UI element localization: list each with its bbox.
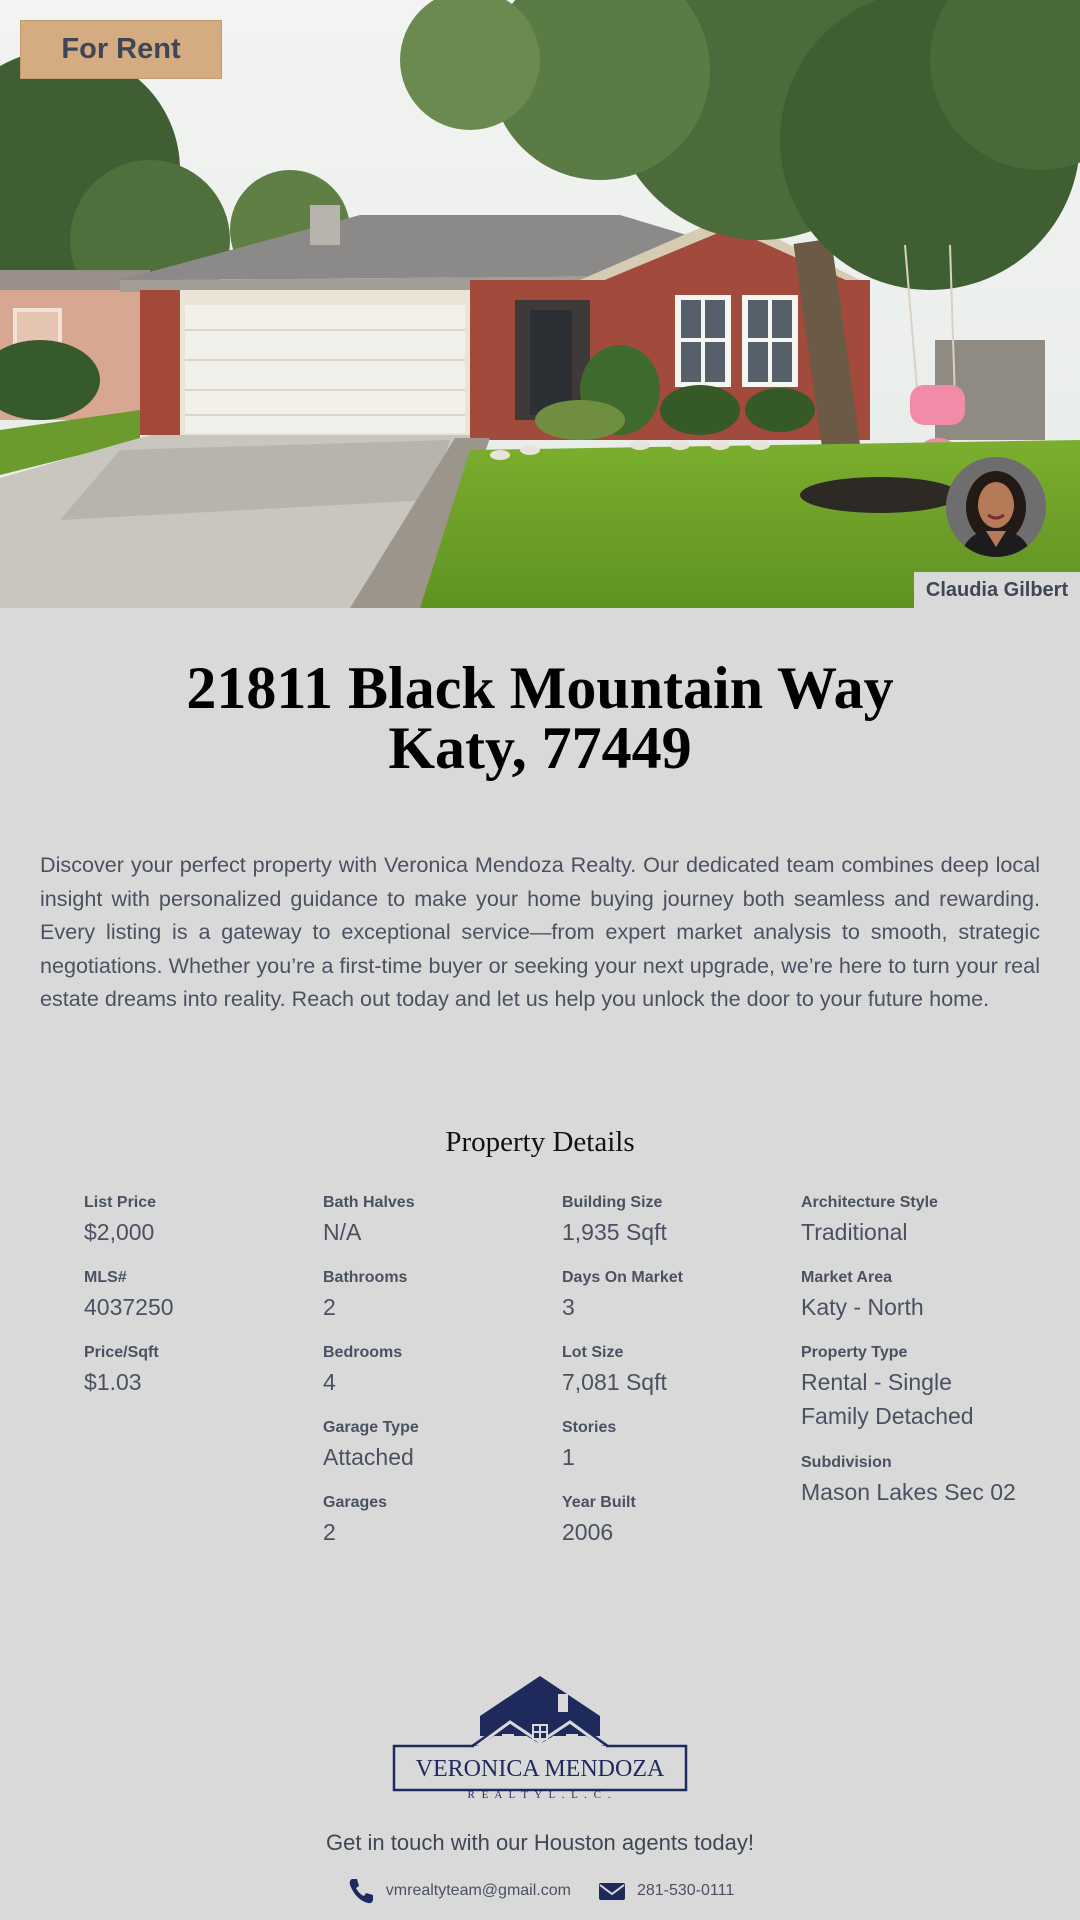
detail-label: Bathrooms [323,1269,408,1286]
detail-garage-type [323,1418,543,1493]
detail-price-sqft [84,1343,304,1418]
detail-market-area [801,1268,1021,1343]
detail-value: $2,000 [84,1219,155,1245]
detail-garages [323,1493,543,1568]
phone-contact[interactable] [597,1876,734,1906]
detail-value: 2 [323,1519,336,1545]
details-column-2 [323,1193,543,1568]
house-logo-icon [390,1674,690,1804]
detail-value: 4 [323,1369,336,1395]
detail-label: Property Type [801,1344,908,1361]
logo-sub-text: R E A L T Y L . L . C . [467,1789,613,1801]
detail-label: Bath Halves [323,1194,415,1211]
mail-icon [597,1876,627,1906]
detail-value: 2 [323,1294,336,1320]
details-column-3 [562,1193,782,1568]
detail-value: 1 [562,1444,575,1470]
veronica-mendoza-realty-logo[interactable] [390,1674,690,1804]
detail-bath-halves [323,1193,543,1268]
phone-text: 281-530-0111 [636,1882,735,1899]
detail-bathrooms [323,1268,543,1343]
detail-bedrooms [323,1343,543,1418]
address-city-zip: Katy, 77449 [388,715,692,781]
logo-name-text: VERONICA MENDOZA [415,1756,665,1782]
detail-value: 2006 [562,1519,614,1545]
phone-icon [346,1876,376,1906]
detail-label: List Price [84,1194,157,1211]
agent-name[interactable]: Claudia Gilbert [914,572,1080,608]
details-column-4 [801,1193,1021,1563]
agent-avatar[interactable] [946,457,1046,557]
detail-property-type [801,1343,1021,1453]
detail-subdivision [801,1453,1021,1563]
detail-value: 4037250 [84,1294,174,1320]
detail-label: Garages [323,1494,388,1511]
property-details-heading: Property Details [445,1126,635,1158]
house-photo [0,0,1080,608]
detail-mls [84,1268,304,1343]
detail-label: MLS# [84,1269,127,1286]
detail-label: Price/Sqft [84,1344,159,1361]
for-rent-badge: For Rent [20,20,222,79]
listing-hero-photo [0,0,1080,608]
detail-building-size [562,1193,782,1268]
detail-lot-size [562,1343,782,1418]
detail-value: 7,081 Sqft [562,1369,667,1395]
contact-cta: Get in touch with our Houston agents today! [325,1830,755,1855]
detail-value: Traditional [801,1219,908,1245]
detail-label: Subdivision [801,1454,892,1471]
detail-architecture-style [801,1193,1021,1268]
detail-list-price [84,1193,304,1268]
email-contact[interactable] [346,1876,571,1906]
details-column-1 [84,1193,304,1418]
detail-value: Attached [323,1444,414,1470]
email-text: vmrealtyteam@gmail.com [385,1882,571,1899]
detail-label: Market Area [801,1269,893,1286]
detail-value: N/A [323,1219,362,1245]
detail-value: Rental - Single Family Detached [801,1369,974,1429]
detail-label: Garage Type [323,1419,419,1436]
detail-label: Bedrooms [323,1344,403,1361]
detail-label: Days On Market [562,1269,683,1286]
detail-label: Stories [562,1419,617,1436]
property-address [0,655,1080,781]
agent-photo [946,457,1046,557]
detail-label: Building Size [562,1194,663,1211]
detail-value: $1.03 [84,1369,142,1395]
address-street: 21811 Black Mountain Way [186,655,894,721]
listing-description: Discover your perfect property with Veronica Mendoza Realty. Our dedicated team combines deep local insight with personalized guidance to make your home buying journey both seamless and rewarding. Every listing is a gateway to exceptional service—from expert market analysis to smooth, strategic negotiations. Whether you’re a first-time buyer or seeking your next upgrade, we’re here to turn your real estate dreams into reality. Reach out today and let us help you unlock the door to your future home. [40,852,1040,1011]
detail-value: Katy - North [801,1294,924,1320]
detail-label: Architecture Style [801,1194,938,1211]
detail-label: Year Built [562,1494,636,1511]
detail-value: 3 [562,1294,575,1320]
detail-value: Mason Lakes Sec 02 [801,1479,1016,1505]
detail-value: 1,935 Sqft [562,1219,667,1245]
contact-row [0,1874,1080,1908]
detail-days-on-market [562,1268,782,1343]
detail-label: Lot Size [562,1344,624,1361]
detail-stories [562,1418,782,1493]
detail-year-built [562,1493,782,1568]
